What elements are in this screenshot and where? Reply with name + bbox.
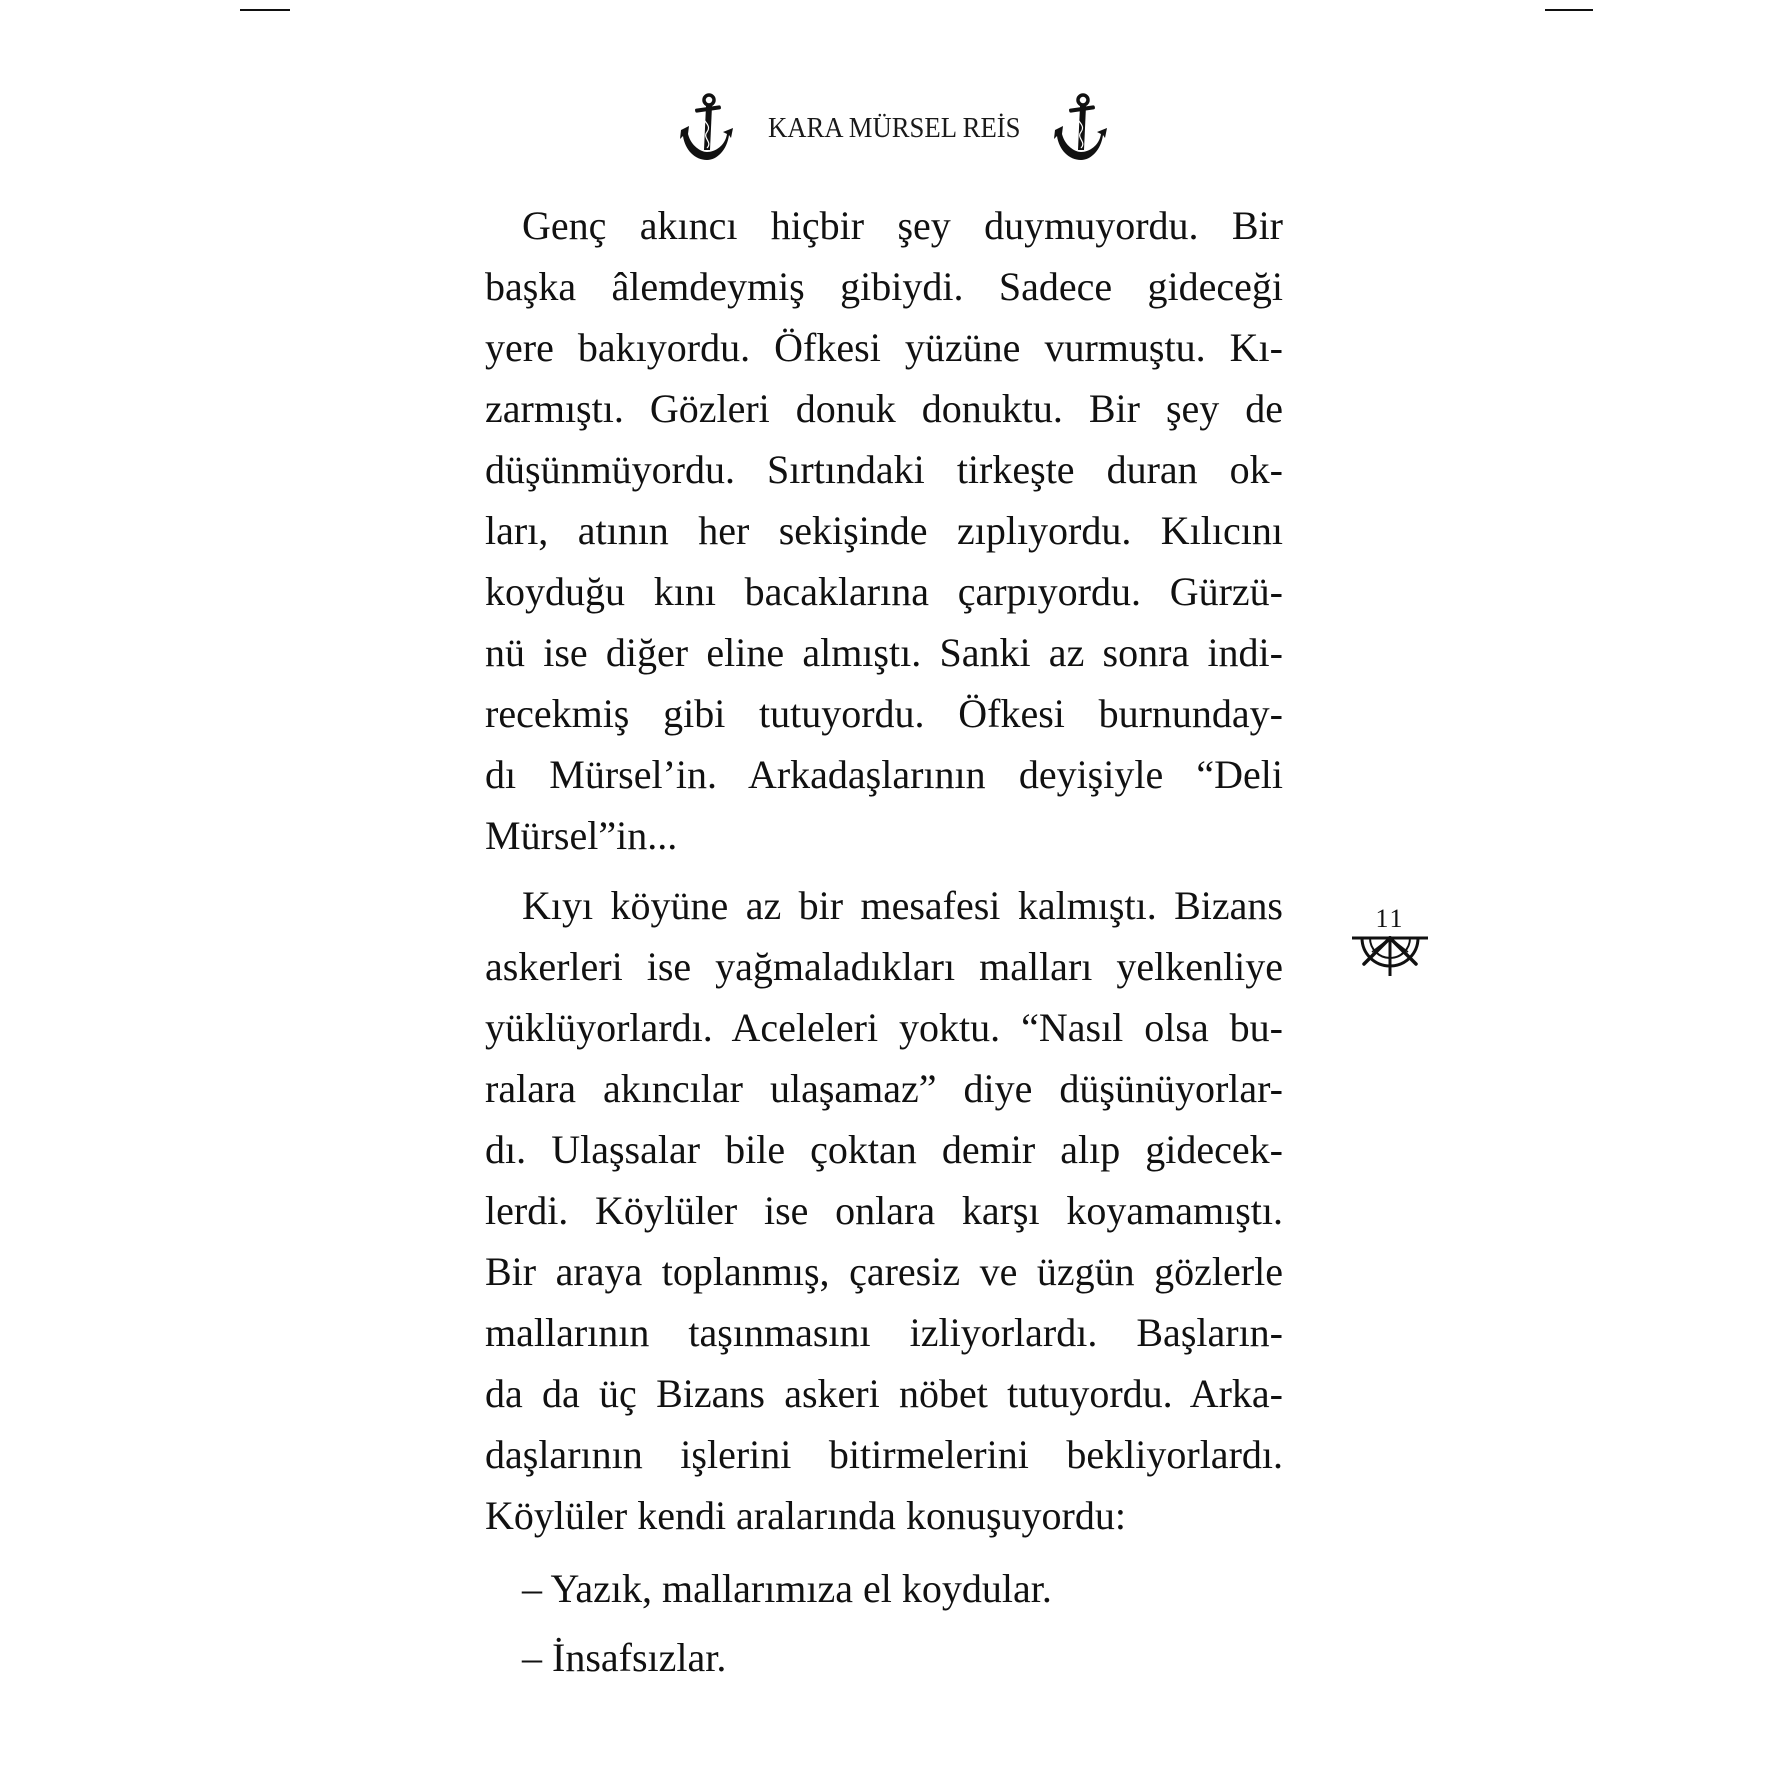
text-line: dı. Ulaşsalar bile çoktan demir alıp gidecek- xyxy=(485,1127,1283,1172)
text-line: başka âlemdeymiş gibiydi. Sadece gideceği xyxy=(485,264,1283,309)
book-title: KARA MÜRSEL REİS xyxy=(767,111,1021,144)
paragraph xyxy=(485,875,1283,1546)
text-line: Bir araya toplanmış, çaresiz ve üzgün gözlerle xyxy=(485,1249,1283,1294)
text-line: zarmıştı. Gözleri donuk donuktu. Bir şey de xyxy=(485,386,1283,431)
text-line: askerleri ise yağmaladıkları malları yelkenliye xyxy=(485,944,1283,989)
text-line: koyduğu kını bacaklarına çarpıyordu. Gürzü- xyxy=(485,569,1283,614)
text-line: yüklüyorlardı. Aceleleri yoktu. “Nasıl olsa bu- xyxy=(485,1005,1283,1050)
text-line: Kıyı köyüne az bir mesafesi kalmıştı. Bizans xyxy=(522,883,1283,928)
page-folio xyxy=(1350,906,1430,980)
text-line: mallarının taşınmasını izliyorlardı. Başların- xyxy=(485,1310,1283,1355)
text-line: ları, atının her sekişinde zıplıyordu. Kılıcını xyxy=(485,508,1283,553)
text-line: ralara akıncılar ulaşamaz” diye düşünüyorlar- xyxy=(485,1066,1283,1111)
text-line: düşünmüyordu. Sırtındaki tirkeşte duran ok- xyxy=(485,447,1283,492)
paragraph xyxy=(485,195,1283,866)
text-line: yere bakıyordu. Öfkesi yüzüne vurmuştu. Kı- xyxy=(485,325,1283,370)
crop-mark-right xyxy=(1545,9,1593,11)
text-line: lerdi. Köylüler ise onlara karşı koyamamıştı. xyxy=(485,1188,1283,1233)
anchor-icon xyxy=(1051,92,1111,164)
anchor-icon xyxy=(677,92,737,164)
page-number: 11 xyxy=(1375,904,1405,933)
text-line: recekmiş gibi tutuyordu. Öfkesi burnunday- xyxy=(485,691,1283,736)
dialogue xyxy=(485,1554,1283,1692)
ship-wheel-icon xyxy=(1350,934,1430,980)
text-line: da da üç Bizans askeri nöbet tutuyordu. Arka- xyxy=(485,1371,1283,1416)
dialogue-line: – Yazık, mallarımıza el koydular. xyxy=(522,1566,1052,1611)
text-line: Genç akıncı hiçbir şey duymuyordu. Bir xyxy=(522,203,1283,248)
text-line: daşlarının işlerini bitirmelerini bekliyorlardı. xyxy=(485,1432,1283,1477)
text-line: Köylüler kendi aralarında konuşuyordu: xyxy=(485,1493,1126,1538)
body-text xyxy=(485,195,1283,1692)
crop-mark-left xyxy=(240,9,290,11)
running-header xyxy=(0,92,1788,164)
text-line: nü ise diğer eline almıştı. Sanki az sonra indi- xyxy=(485,630,1283,675)
text-line: Mürsel”in... xyxy=(485,813,678,858)
dialogue-line: – İnsafsızlar. xyxy=(522,1635,727,1680)
text-line: dı Mürsel’in. Arkadaşlarının deyişiyle “Deli xyxy=(485,752,1283,797)
